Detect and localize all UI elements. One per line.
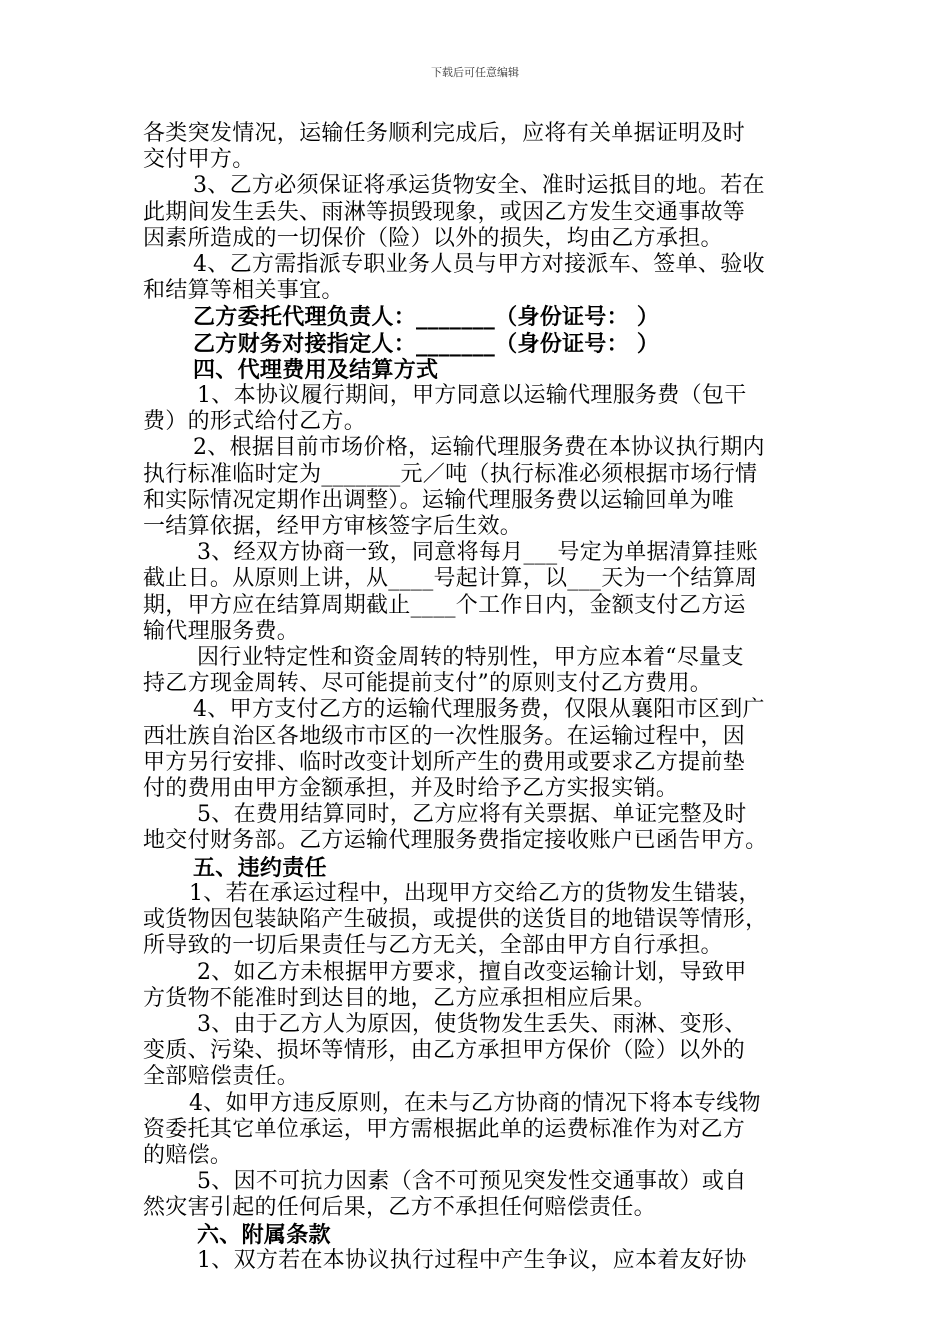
section-line: 四、代理费用及结算方式	[193, 356, 439, 383]
body-line: 的赔偿。	[143, 1142, 233, 1168]
body-line: 此期间发生丢失、雨淋等损毁现象，或因乙方发生交通事故等	[143, 199, 746, 225]
page-header: 下载后可任意编辑	[431, 66, 519, 79]
document-body	[143, 121, 807, 1274]
body-line: 西壮族自治区各地级市市区的一次性服务。在运输过程中，因	[143, 723, 746, 749]
body-line: 期，甲方应在结算周期截止____个工作日内，金额支付乙方运	[143, 592, 746, 618]
body-line: 3、由于乙方人为原因，使货物发生丢失、雨淋、变形、	[197, 1011, 747, 1037]
body-line: 和实际情况定期作出调整）。运输代理服务费以运输回单为唯	[143, 487, 735, 513]
body-line: 或货物因包装缺陷产生破损，或提供的送货目的地错误等情形，	[143, 907, 768, 933]
body-line: 1、本协议履行期间，甲方同意以运输代理服务费（包干	[197, 383, 747, 409]
body-line: 2、如乙方未根据甲方要求，擅自改变运输计划，导致甲	[197, 959, 747, 985]
body-line: 持乙方现金周转、尽可能提前支付”的原则支付乙方费用。	[143, 671, 713, 697]
body-line: 和结算等相关事宜。	[143, 278, 344, 304]
body-line: 3、经双方协商一致，同意将每月___号定为单据清算挂账	[197, 540, 759, 566]
body-line: 变质、污染、损坏等情形，由乙方承担甲方保价（险）以外的	[143, 1038, 746, 1064]
body-line: 输代理服务费。	[143, 618, 300, 644]
section-line: 乙方财务对接指定人：_______（身份证号： ）	[193, 330, 660, 357]
section-line: 乙方委托代理负责人：_______（身份证号： ）	[193, 304, 660, 331]
body-line: 5、因不可抗力因素（含不可预见突发性交通事故）或自	[197, 1169, 747, 1195]
body-line: 5、在费用结算同时，乙方应将有关票据、单证完整及时	[197, 802, 747, 828]
body-line: 4、如甲方违反原则，在未与乙方协商的情况下将本专线物	[189, 1090, 761, 1116]
body-line: 4、甲方支付乙方的运输代理服务费，仅限从襄阳市区到广	[193, 697, 765, 723]
body-line: 截止日。从原则上讲，从____号起计算，以___天为一个结算周	[143, 566, 758, 592]
body-line: 一结算依据，经甲方审核签字后生效。	[143, 514, 523, 540]
body-line: 4、乙方需指派专职业务人员与甲方对接派车、签单、验收	[193, 252, 765, 278]
body-line: 然灾害引起的任何后果，乙方不承担任何赔偿责任。	[143, 1195, 656, 1221]
body-line: 执行标准临时定为_______元／吨（执行标准必须根据市场行情	[143, 461, 758, 487]
body-line: 交付甲方。	[143, 147, 255, 173]
body-line: 费）的形式给付乙方。	[143, 409, 367, 435]
body-line: 3、乙方必须保证将承运货物安全、准时运抵目的地。若在	[193, 173, 765, 199]
body-line: 资委托其它单位承运，甲方需根据此单的运费标准作为对乙方	[143, 1116, 746, 1142]
body-line: 1、双方若在本协议执行过程中产生争议，应本着友好协	[197, 1247, 747, 1273]
body-line: 甲方另行安排、临时改变计划所产生的费用或要求乙方提前垫	[143, 749, 746, 775]
body-line: 因素所造成的一切保价（险）以外的损失，均由乙方承担。	[143, 225, 723, 251]
section-line: 六、附属条款	[197, 1221, 331, 1248]
body-line: 地交付财务部。乙方运输代理服务费指定接收账户已函告甲方。	[143, 828, 768, 854]
body-line: 2、根据目前市场价格，运输代理服务费在本协议执行期内	[193, 435, 765, 461]
body-line: 所导致的一切后果责任与乙方无关，全部由甲方自行承担。	[143, 933, 723, 959]
body-line: 全部赔偿责任。	[143, 1064, 300, 1090]
body-line: 因行业特定性和资金周转的特别性，甲方应本着“尽量支	[197, 645, 744, 671]
body-line: 付的费用由甲方金额承担，并及时给予乙方实报实销。	[143, 776, 679, 802]
body-line: 1、若在承运过程中，出现甲方交给乙方的货物发生错装，	[189, 880, 761, 906]
body-line: 各类突发情况，运输任务顺利完成后，应将有关单据证明及时	[143, 121, 746, 146]
body-line: 方货物不能准时到达目的地，乙方应承担相应后果。	[143, 985, 656, 1011]
section-line: 五、违约责任	[193, 854, 327, 881]
